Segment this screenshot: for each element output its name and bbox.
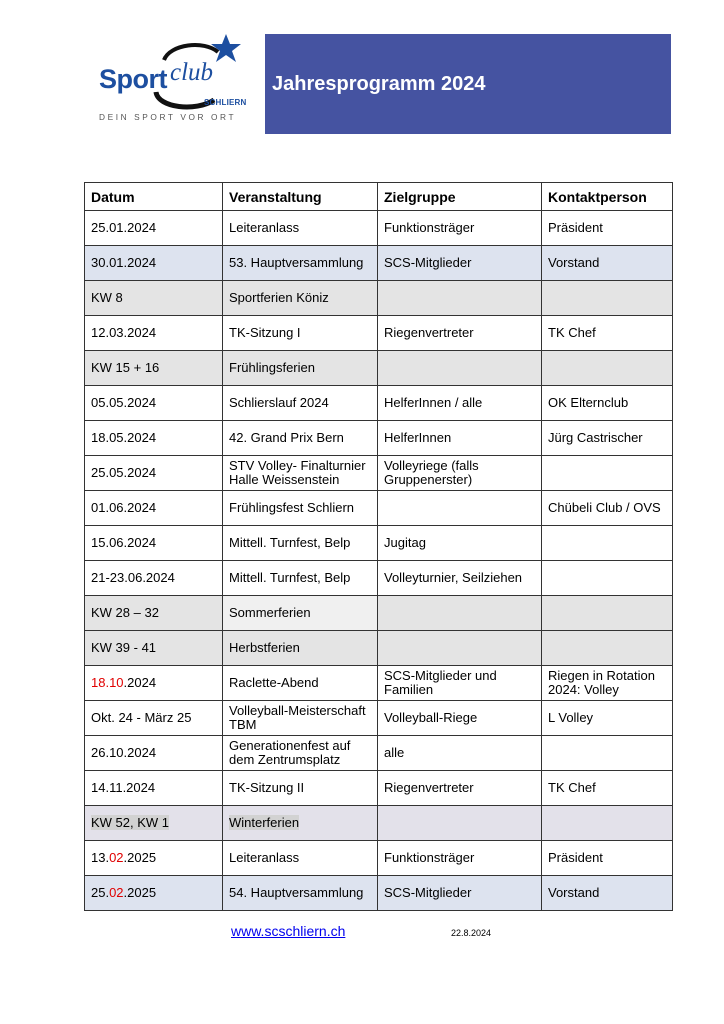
cell-datum: KW 8 (85, 281, 223, 316)
cell-zielgruppe (378, 491, 542, 526)
table-row (85, 491, 673, 526)
header-zielgruppe: Zielgruppe (378, 183, 542, 211)
cell-datum (85, 876, 223, 911)
cell-zielgruppe (378, 806, 542, 841)
table-row (85, 736, 673, 771)
cell-veranstaltung: Sommerferien (223, 596, 378, 631)
cell-veranstaltung: TK-Sitzung II (223, 771, 378, 806)
cell-datum: 05.05.2024 (85, 386, 223, 421)
date-highlight: KW 52, KW 1 (91, 815, 170, 830)
cell-veranstaltung: Mittell. Turnfest, Belp (223, 561, 378, 596)
cell-datum: 25.05.2024 (85, 456, 223, 491)
cell-datum: KW 39 - 41 (85, 631, 223, 666)
cell-veranstaltung: Schlierslauf 2024 (223, 386, 378, 421)
cell-datum: 18.05.2024 (85, 421, 223, 456)
logo-tagline: DEIN SPORT VOR ORT (99, 112, 237, 122)
table-header-row (85, 183, 673, 211)
cell-zielgruppe: Riegenvertreter (378, 316, 542, 351)
cell-kontakt (542, 736, 673, 771)
cell-datum: 01.06.2024 (85, 491, 223, 526)
cell-kontakt: TK Chef (542, 771, 673, 806)
cell-veranstaltung: 54. Hauptversammlung (223, 876, 378, 911)
cell-kontakt (542, 526, 673, 561)
cell-kontakt (542, 806, 673, 841)
table-row (85, 841, 673, 876)
cell-zielgruppe: Volleyball-Riege (378, 701, 542, 736)
table-row (85, 386, 673, 421)
date-part: .2025 (123, 885, 157, 900)
table-row (85, 561, 673, 596)
header-datum: Datum (85, 183, 223, 211)
date-highlight: 02 (109, 885, 124, 900)
cell-kontakt: L Volley (542, 701, 673, 736)
event-highlight: Winterferien (229, 815, 300, 830)
cell-veranstaltung: Sportferien Köniz (223, 281, 378, 316)
cell-zielgruppe: Riegenvertreter (378, 771, 542, 806)
cell-datum (85, 806, 223, 841)
date-part: .2025 (123, 850, 157, 865)
cell-kontakt: Präsident (542, 211, 673, 246)
cell-datum: 21-23.06.2024 (85, 561, 223, 596)
cell-zielgruppe: Funktionsträger (378, 211, 542, 246)
cell-zielgruppe: alle (378, 736, 542, 771)
cell-kontakt (542, 351, 673, 386)
page-title: Jahresprogramm 2024 (272, 73, 486, 95)
table-row (85, 421, 673, 456)
date-highlight: 18.10 (91, 675, 124, 690)
cell-datum (85, 666, 223, 701)
cell-zielgruppe: SCS-Mitglieder (378, 246, 542, 281)
cell-zielgruppe: HelferInnen (378, 421, 542, 456)
cell-veranstaltung: Mittell. Turnfest, Belp (223, 526, 378, 561)
cell-veranstaltung: Leiteranlass (223, 211, 378, 246)
cell-zielgruppe (378, 631, 542, 666)
cell-veranstaltung: TK-Sitzung I (223, 316, 378, 351)
header-kontaktperson: Kontaktperson (542, 183, 673, 211)
cell-kontakt: OK Elternclub (542, 386, 673, 421)
table-row (85, 281, 673, 316)
cell-veranstaltung: Generationenfest auf dem Zentrumsplatz (223, 736, 378, 771)
program-table (84, 182, 673, 911)
logo-club-text: club (170, 59, 214, 86)
cell-zielgruppe: SCS-Mitglieder (378, 876, 542, 911)
cell-kontakt (542, 281, 673, 316)
cell-kontakt (542, 596, 673, 631)
cell-kontakt: Präsident (542, 841, 673, 876)
cell-datum: KW 28 – 32 (85, 596, 223, 631)
table-row (85, 806, 673, 841)
cell-veranstaltung: STV Volley- Finalturnier Halle Weissenstein (223, 456, 378, 491)
cell-datum: Okt. 24 - März 25 (85, 701, 223, 736)
cell-datum: 30.01.2024 (85, 246, 223, 281)
cell-veranstaltung: Herbstferien (223, 631, 378, 666)
cell-zielgruppe: Volleyturnier, Seilziehen (378, 561, 542, 596)
table-row (85, 596, 673, 631)
cell-zielgruppe (378, 281, 542, 316)
cell-zielgruppe: Jugitag (378, 526, 542, 561)
cell-kontakt (542, 561, 673, 596)
cell-datum: 12.03.2024 (85, 316, 223, 351)
table-row (85, 526, 673, 561)
table-row (85, 211, 673, 246)
cell-kontakt (542, 631, 673, 666)
cell-veranstaltung: Frühlingsferien (223, 351, 378, 386)
website-link[interactable]: www.scschliern.ch (231, 923, 346, 939)
cell-datum: 25.01.2024 (85, 211, 223, 246)
cell-kontakt (542, 456, 673, 491)
cell-zielgruppe: Funktionsträger (378, 841, 542, 876)
cell-kontakt: TK Chef (542, 316, 673, 351)
cell-zielgruppe: Volleyriege (falls Gruppenerster) (378, 456, 542, 491)
cell-kontakt: Jürg Castrischer (542, 421, 673, 456)
cell-zielgruppe (378, 596, 542, 631)
cell-kontakt: Chübeli Club / OVS (542, 491, 673, 526)
header-banner (265, 34, 671, 134)
cell-veranstaltung: Raclette-Abend (223, 666, 378, 701)
logo-schliern-text: SCHLIERN (204, 98, 247, 107)
cell-veranstaltung: Volleyball-Meisterschaft TBM (223, 701, 378, 736)
cell-zielgruppe: HelferInnen / alle (378, 386, 542, 421)
cell-zielgruppe: SCS-Mitglieder und Familien (378, 666, 542, 701)
cell-datum: KW 15 + 16 (85, 351, 223, 386)
logo-sport-text: Sport (99, 64, 167, 94)
table-row (85, 316, 673, 351)
cell-datum: 14.11.2024 (85, 771, 223, 806)
header-veranstaltung: Veranstaltung (223, 183, 378, 211)
cell-zielgruppe (378, 351, 542, 386)
table-row (85, 631, 673, 666)
cell-veranstaltung: 53. Hauptversammlung (223, 246, 378, 281)
date-rest: .2024 (123, 675, 157, 690)
cell-veranstaltung: 42. Grand Prix Bern (223, 421, 378, 456)
table-row (85, 771, 673, 806)
document-date: 22.8.2024 (451, 928, 492, 938)
table-row (85, 246, 673, 281)
table-row (85, 351, 673, 386)
cell-kontakt: Vorstand (542, 876, 673, 911)
table-row (85, 876, 673, 911)
table-row (85, 456, 673, 491)
table-row (85, 666, 673, 701)
cell-veranstaltung: Leiteranlass (223, 841, 378, 876)
cell-datum: 15.06.2024 (85, 526, 223, 561)
date-part: 25. (91, 885, 110, 900)
cell-veranstaltung (223, 806, 378, 841)
cell-kontakt: Riegen in Rotation 2024: Volley (542, 666, 673, 701)
date-highlight: 02 (109, 850, 124, 865)
table-row (85, 701, 673, 736)
cell-datum (85, 841, 223, 876)
cell-veranstaltung: Frühlingsfest Schliern (223, 491, 378, 526)
sportclub-logo (96, 30, 256, 130)
cell-kontakt: Vorstand (542, 246, 673, 281)
date-part: 13. (91, 850, 110, 865)
cell-datum: 26.10.2024 (85, 736, 223, 771)
